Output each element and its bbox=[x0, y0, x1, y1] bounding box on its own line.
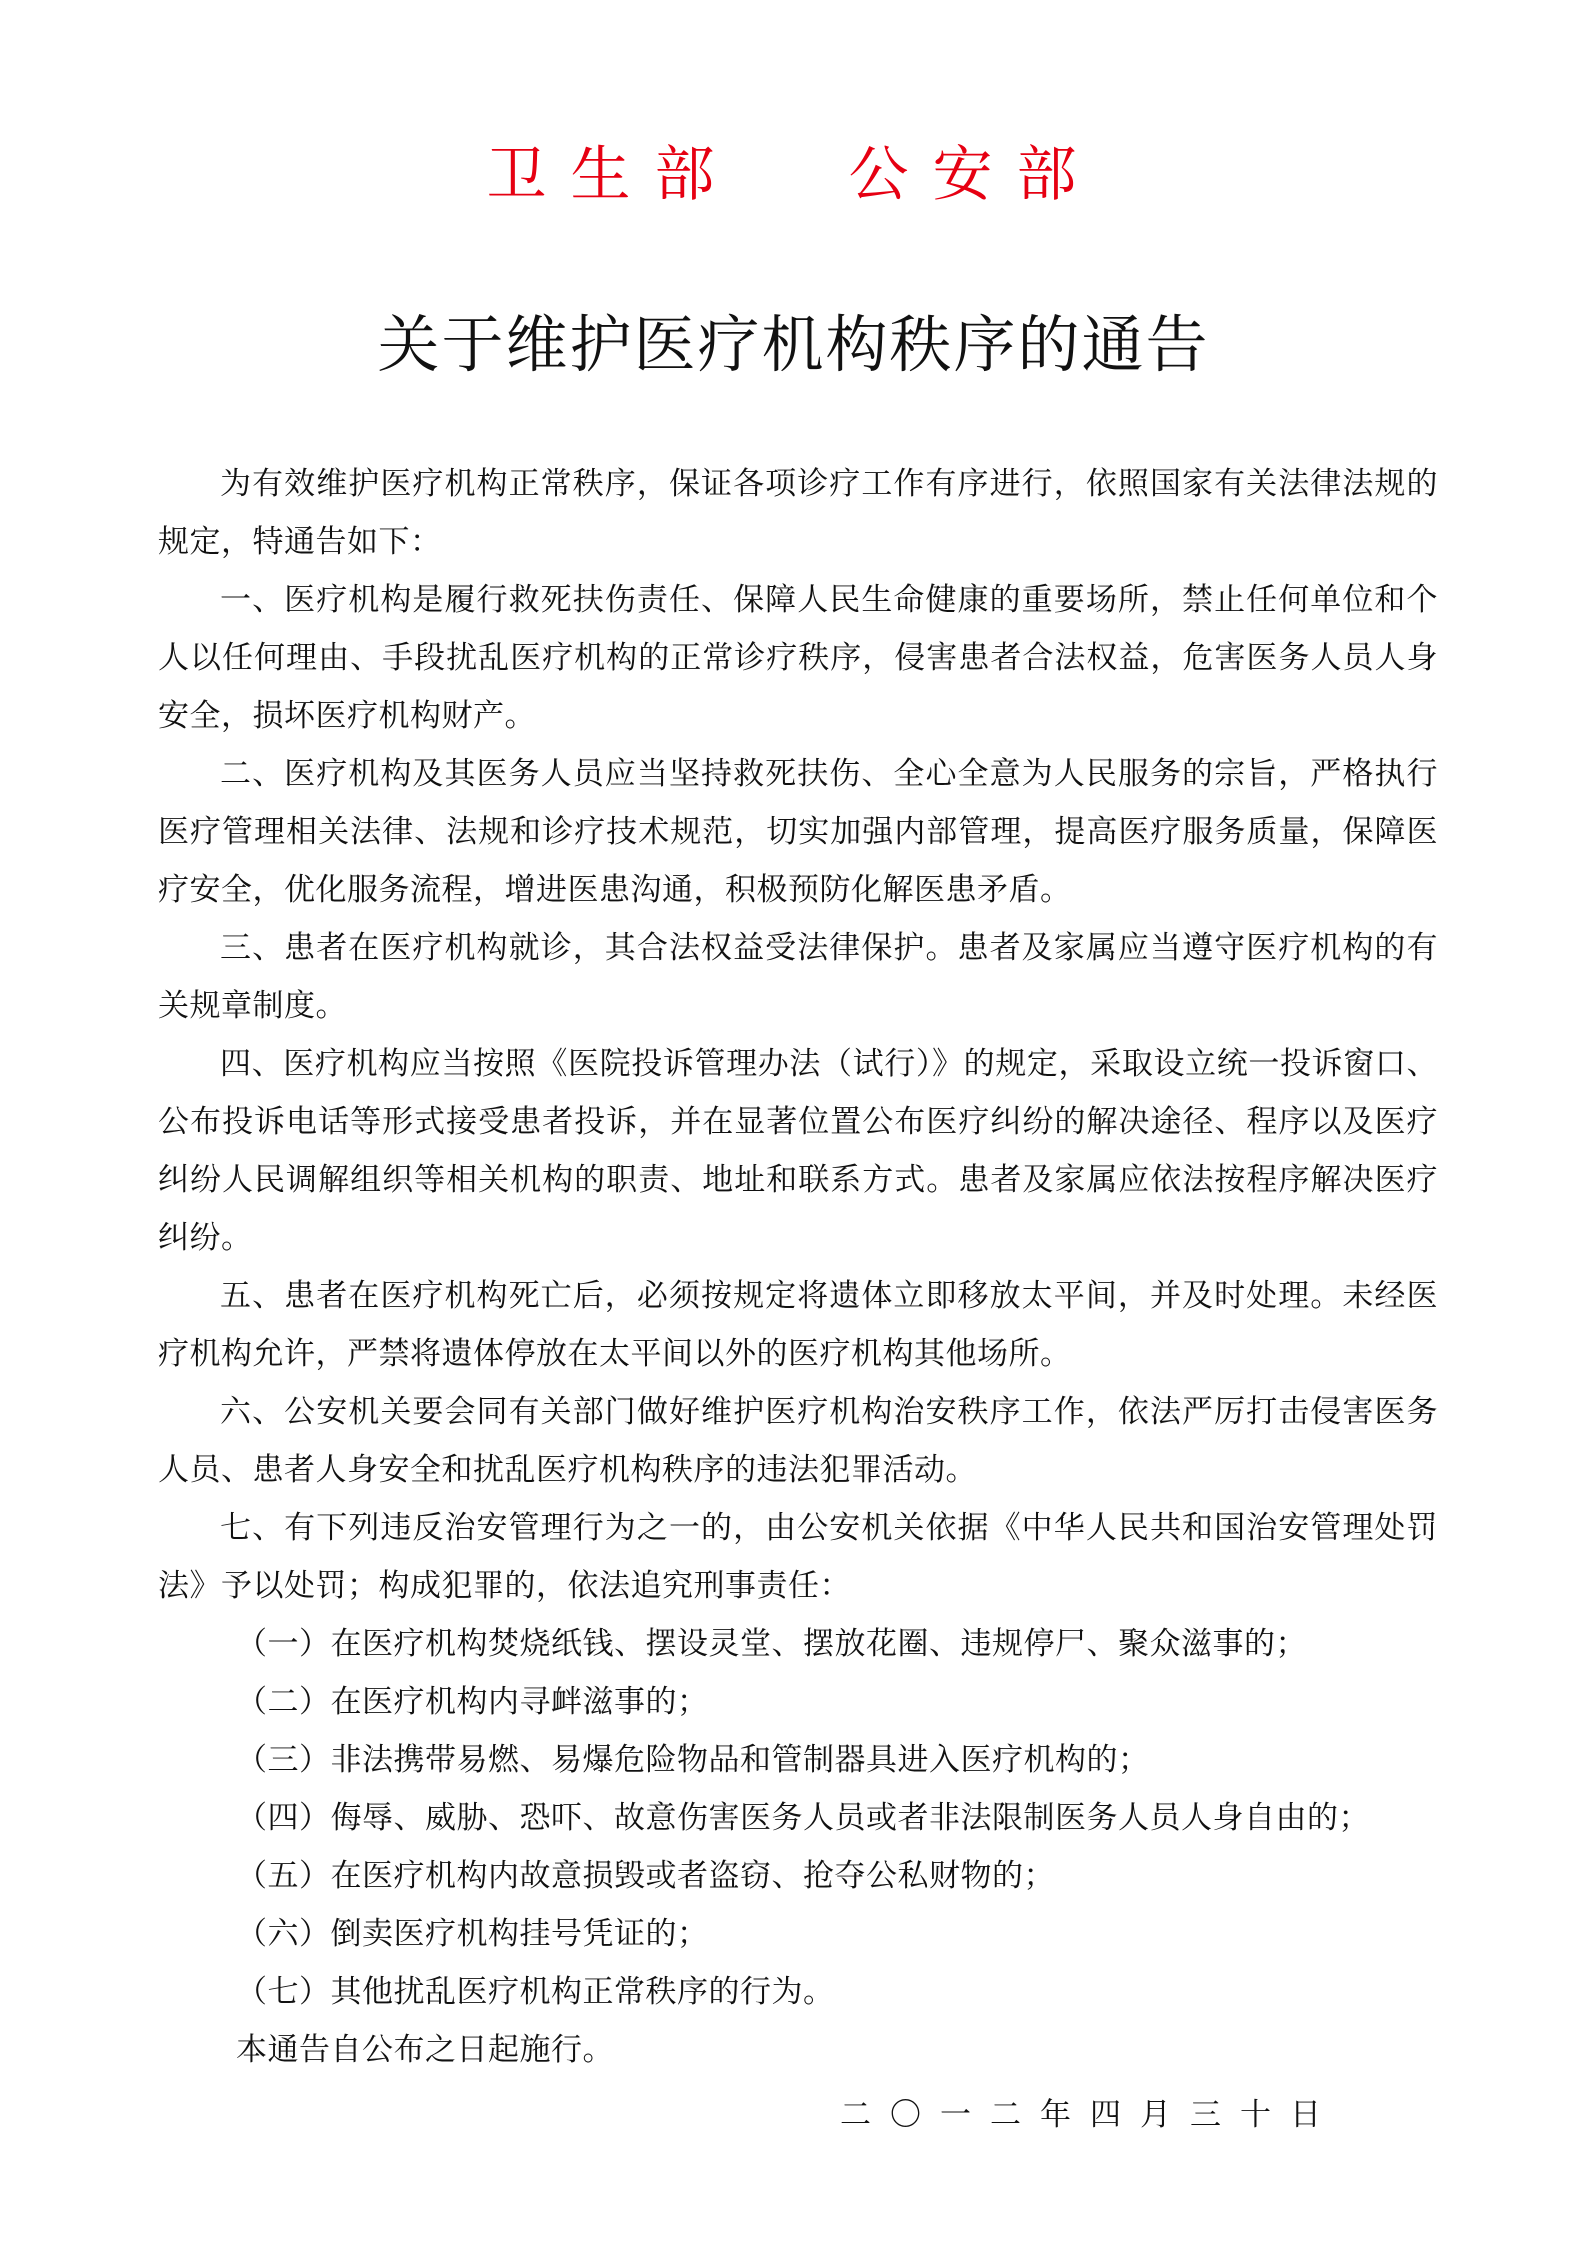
article-2: 二、医疗机构及其医务人员应当坚持救死扶伤、全心全意为人民服务的宗旨，严格执行医疗管理相关法律、法规和诊疗技术规范，切实加强内部管理，提高医疗服务质量，保障医疗安全，优化服务流程，增进医患沟通，积极预防化解医患矛盾。 bbox=[158, 756, 1438, 908]
sub-item-4: （四）侮辱、威胁、恐吓、故意伤害医务人员或者非法限制医务人员人身自由的； bbox=[236, 1800, 1370, 1836]
issuer-health-ministry: 卫生部 bbox=[486, 140, 739, 210]
notice-title: 关于维护医疗机构秩序的通告 bbox=[377, 308, 1210, 381]
article-7: 七、有下列违反治安管理行为之一的，由公安机关依据《中华人民共和国治安管理处罚法》予以处罚；构成犯罪的，依法追究刑事责任： bbox=[158, 1510, 1438, 1604]
sub-item-7: （七）其他扰乱医疗机构正常秩序的行为。 bbox=[236, 1974, 835, 2010]
issuer-public-security-ministry: 公安部 bbox=[848, 140, 1101, 210]
notice-body bbox=[158, 455, 1438, 2079]
article-4: 四、医疗机构应当按照《医院投诉管理办法（试行）》的规定，采取设立统一投诉窗口、公布投诉电话等形式接受患者投诉，并在显著位置公布医疗纠纷的解决途径、程序以及医疗纠纷人民调解组织等相关机构的职责、地址和联系方式。患者及家属应依法按程序解决医疗纠纷。 bbox=[158, 1046, 1438, 1256]
sub-item-1: （一）在医疗机构焚烧纸钱、摆设灵堂、摆放花圈、违规停尸、聚众滋事的； bbox=[236, 1626, 1307, 1662]
sub-item-2: （二）在医疗机构内寻衅滋事的； bbox=[236, 1684, 709, 1720]
issue-date: 二〇一二年四月三十日 bbox=[840, 2097, 1340, 2133]
article-5: 五、患者在医疗机构死亡后，必须按规定将遗体立即移放太平间，并及时处理。未经医疗机构允许，严禁将遗体停放在太平间以外的医疗机构其他场所。 bbox=[158, 1278, 1438, 1372]
intro-paragraph: 为有效维护医疗机构正常秩序，保证各项诊疗工作有序进行，依照国家有关法律法规的规定，特通告如下： bbox=[158, 466, 1438, 560]
article-6: 六、公安机关要会同有关部门做好维护医疗机构治安秩序工作，依法严厉打击侵害医务人员、患者人身安全和扰乱医疗机构秩序的违法犯罪活动。 bbox=[158, 1394, 1438, 1488]
closing-statement: 本通告自公布之日起施行。 bbox=[236, 2032, 614, 2068]
issuing-departments bbox=[0, 135, 1587, 215]
sub-item-3: （三）非法携带易燃、易爆危险物品和管制器具进入医疗机构的； bbox=[236, 1742, 1150, 1778]
sub-item-5: （五）在医疗机构内故意损毁或者盗窃、抢夺公私财物的； bbox=[236, 1858, 1055, 1894]
sub-item-6: （六）倒卖医疗机构挂号凭证的； bbox=[236, 1916, 709, 1952]
article-1: 一、医疗机构是履行救死扶伤责任、保障人民生命健康的重要场所，禁止任何单位和个人以任何理由、手段扰乱医疗机构的正常诊疗秩序，侵害患者合法权益，危害医务人员人身安全，损坏医疗机构财产。 bbox=[158, 582, 1438, 734]
article-3: 三、患者在医疗机构就诊，其合法权益受法律保护。患者及家属应当遵守医疗机构的有关规章制度。 bbox=[158, 930, 1438, 1024]
